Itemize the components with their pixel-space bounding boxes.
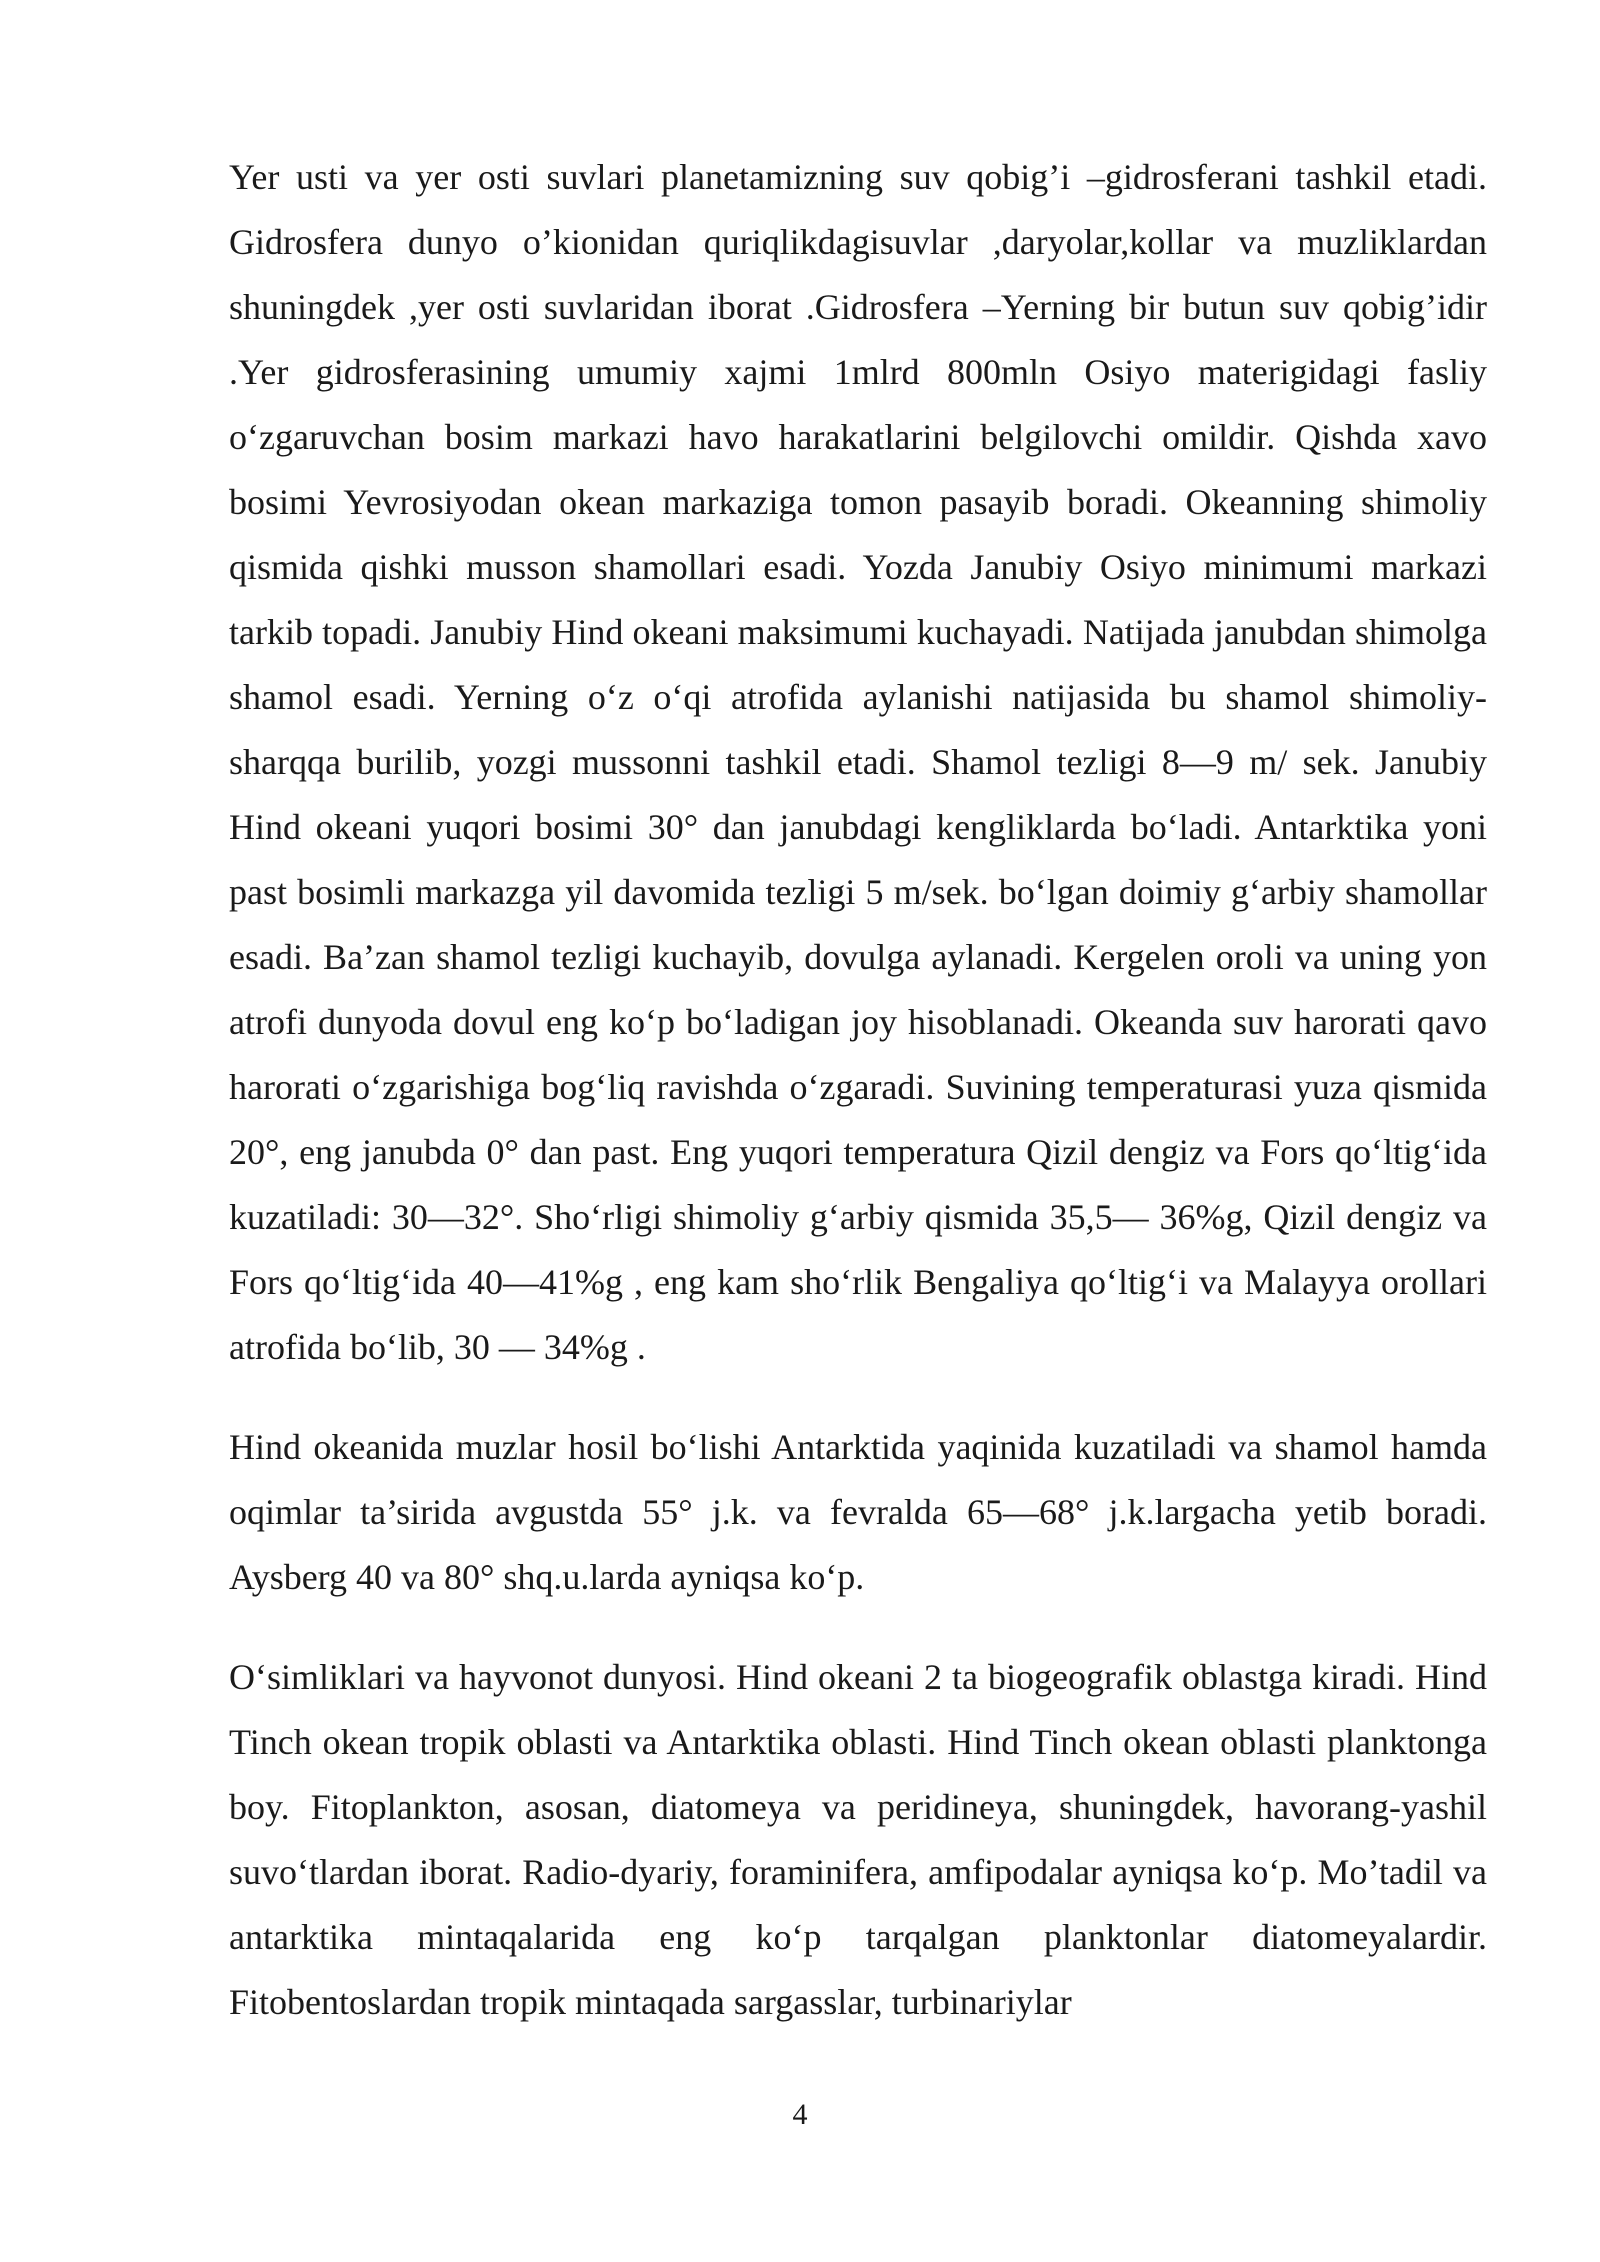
paragraph-flora-fauna: Oʻsimliklari va hayvonot dunyosi. Hind okeani 2 ta biogeografik oblastga kiradi. Hind Tinch okean tropik oblasti va Antarktika oblasti. Hind Tinch okean oblasti planktonga boy. Fitoplankton, asosan, diatomeya va peridineya, shuningdek, havorang-yashil suvoʻtlardan iborat. Radio-dyariy, foraminifera, amfipodalar ayniqsa koʻp. Mo’tadil va antarktika mintaqalarida eng koʻp tarqalgan planktonlar diatomeyalardir. Fitobentoslardan tropik mintaqada sargasslar, turbinariylar — [229, 1657, 1487, 2022]
page-number: 4 — [792, 2098, 808, 2131]
paragraph-climate-hydrosphere: Yer usti va yer osti suvlari planetamizning suv qobig’i –gidrosferani tashkil etadi. Gidrosfera dunyo o’kionidan quriqlikdagisuvlar ,daryolar,kollar va muzliklardan shuningdek ,yer osti suvlaridan iborat .Gidrosfera –Yerning bir butun suv qobig’idir .Yer gidrosferasining umumiy xajmi 1mlrd 800mln Osiyo materigidagi fasliy oʻzgaruvchan bosim markazi havo harakatlarini belgilovchi omildir. Qishda xavo bosimi Yevrosiyodan okean markaziga tomon pasayib boradi. Okeanning shimoliy qismida qishki musson shamollari esadi. Yozda Janubiy Osiyo minimumi markazi tarkib topadi. Janubiy Hind okeani maksimumi kuchayadi. Natijada janubdan shimolga shamol esadi. Yerning oʻz oʻqi atrofida aylanishi natijasida bu shamol shimoliy-sharqqa burilib, yozgi mussonni tashkil etadi. Shamol tezligi 8—9 m/ sek. Janubiy Hind okeani yuqori bosimi 30° dan janubdagi kengliklarda boʻladi. Antarktika yoni past bosimli markazga yil davomida tezligi 5 m/sek. boʻlgan doimiy gʻarbiy shamollar esadi. Ba’zan shamol tezligi kuchayib, dovulga aylanadi. Kergelen oroli va uning yon atrofi dunyoda dovul eng koʻp boʻladigan joy hisoblanadi. Okeanda suv harorati qavo harorati oʻzgarishiga bogʻliq ravishda oʻzgaradi. Suvining temperaturasi yuza qismida 20°, eng janubda 0° dan past. Eng yuqori temperatura Qizil dengiz va Fors qoʻltigʻida kuzatiladi: 30—32°. Shoʻrligi shimoliy gʻarbiy qismida 35,5— 36%g, Qizil dengiz va Fors qoʻltigʻida 40—41%g , eng kam shoʻrlik Bengaliya qoʻltigʻi va Malayya orollari atrofida boʻlib, 30 — 34%g . — [229, 157, 1487, 1367]
body-text — [229, 145, 1487, 2070]
paragraph-ice-icebergs: Hind okeanida muzlar hosil boʻlishi Antarktida yaqinida kuzatiladi va shamol hamda oqimlar ta’sirida avgustda 55° j.k. va fevralda 65—68° j.k.largacha yetib boradi. Aysberg 40 va 80° shq.u.larda ayniqsa koʻp. — [229, 1427, 1487, 1597]
